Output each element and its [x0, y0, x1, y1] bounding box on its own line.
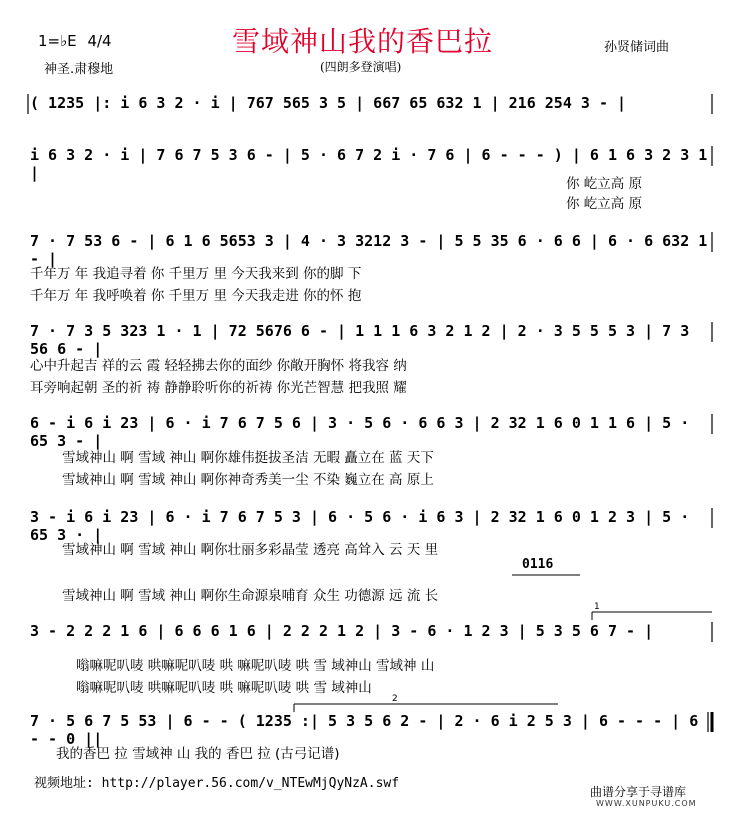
volta-1-label: 1: [594, 602, 600, 612]
score-system-7: [30, 622, 712, 648]
notes-line: 7 · 5 6 7 5 53 | 6 - - ( 1235 :| 5 3 5 6 2 - | 2 · 6 i 2 5 3 | 6 - - - | 6 - - 0 ||: [30, 712, 699, 748]
notes-line: ( 1235 |: i 6 3 2 · i | 767 565 3 5 | 667 65 632 1 | 216 254 3 - |: [30, 94, 627, 112]
score-system-5: [30, 414, 712, 450]
lyrics-verse-1: 雪域神山 啊 雪域 神山 啊你壮丽多彩晶莹 透亮 高耸入 云 天 里: [62, 542, 439, 558]
video-label: 视频地址:: [34, 776, 94, 791]
source-credit: 曲谱分享于寻谱库: [590, 785, 687, 799]
source-site[interactable]: WWW.XUNPUKU.COM: [596, 799, 697, 808]
score-system-8: [30, 712, 712, 748]
lyrics-verse-1: 心中升起吉 祥的云 霞 轻轻拂去你的面纱 你敞开胸怀 将我容 纳: [30, 358, 407, 374]
video-link[interactable]: http://player.56.com/v_NTEwMjQyNzA.swf: [101, 776, 400, 791]
lyrics-verse-2: 雪域神山 啊 雪域 神山 啊你生命源泉哺育 众生 功德源 远 流 长: [62, 588, 439, 604]
performer-note: (四朗多登演唱): [320, 60, 402, 74]
notes-line: i 6 3 2 · i | 7 6 7 5 3 6 - | 5 · 6 7 2 i · 7 6 | 6 - - - ) | 6 1 6 3 2 3 1 |: [30, 146, 708, 182]
composer-credit: 孙贤储词曲: [604, 40, 670, 55]
video-address: [34, 772, 399, 791]
volta-2-label: 2: [392, 694, 398, 704]
notes-line: 3 - i 6 i 23 | 6 · i 7 6 7 5 3 | 6 · 5 6 · i 6 3 | 2 32 1 6 0 1 2 3 | 5 · 65 3 · |: [30, 508, 690, 544]
song-title: 雪域神山我的香巴拉: [232, 25, 494, 58]
ossia-notes: 0116: [522, 557, 554, 572]
notes-line: 3 - 2 2 2 1 6 | 6 6 6 1 6 | 2 2 2 1 2 | 3 - 6 · 1 2 3 | 5 3 5 6 7 - |: [30, 622, 654, 640]
score-system-2: [30, 146, 712, 182]
notes-line: 6 - i 6 i 23 | 6 · i 7 6 7 5 6 | 3 · 5 6 · 6 6 3 | 2 32 1 6 0 1 1 6 | 5 · 65 3 - |: [30, 414, 690, 450]
tempo-marking: 神圣.肃穆地: [44, 62, 114, 77]
time-signature: 4/4: [87, 32, 112, 50]
notes-line: 7 · 7 3 5 323 1 · 1 | 72 5676 6 - | 1 1 1 6 3 2 1 2 | 2 · 3 5 5 5 3 | 7 3 56 6 - |: [30, 322, 690, 358]
score-system-6: [30, 508, 712, 544]
score-system-3: [30, 232, 712, 268]
lyrics-verse-1: 你 屹立高 原: [566, 176, 643, 192]
lyrics-verse-1: 千年万 年 我追寻着 你 千里万 里 今天我来到 你的脚 下: [30, 266, 362, 282]
lyrics-verse-1: 雪域神山 啊 雪域 神山 啊你雄伟挺拔圣洁 无暇 矗立在 蓝 天下: [62, 450, 434, 466]
notes-line: 7 · 7 53 6 - | 6 1 6 5653 3 | 4 · 3 3212 3 - | 5 5 35 6 · 6 6 | 6 · 6 632 1 - |: [30, 232, 708, 268]
key-signature-text: 1=♭E: [38, 32, 77, 50]
lyrics-verse-2: 嗡嘛呢叭唛 哄嘛呢叭唛 哄 嘛呢叭唛 哄 雪 域神山: [76, 680, 372, 696]
lyrics-verse-1: 嗡嘛呢叭唛 哄嘛呢叭唛 哄 嘛呢叭唛 哄 雪 域神山 雪域神 山: [76, 658, 435, 674]
lyrics-verse-2: 千年万 年 我呼唤着 你 千里万 里 今天我走进 你的怀 抱: [30, 288, 362, 304]
lyrics-verse-2: 耳旁响起朝 圣的祈 祷 静静聆听你的祈祷 你光芒智慧 把我照 耀: [30, 380, 407, 396]
lyrics-verse-2: 你 屹立高 原: [566, 196, 643, 212]
score-system-4: [30, 322, 712, 358]
lyrics-verse-2: 雪域神山 啊 雪域 神山 啊你神奇秀美一尘 不染 巍立在 高 原上: [62, 472, 434, 488]
lyrics-final: 我的香巴 拉 雪域神 山 我的 香巴 拉 (古弓记谱): [56, 746, 340, 762]
score-system-1: [30, 94, 712, 120]
